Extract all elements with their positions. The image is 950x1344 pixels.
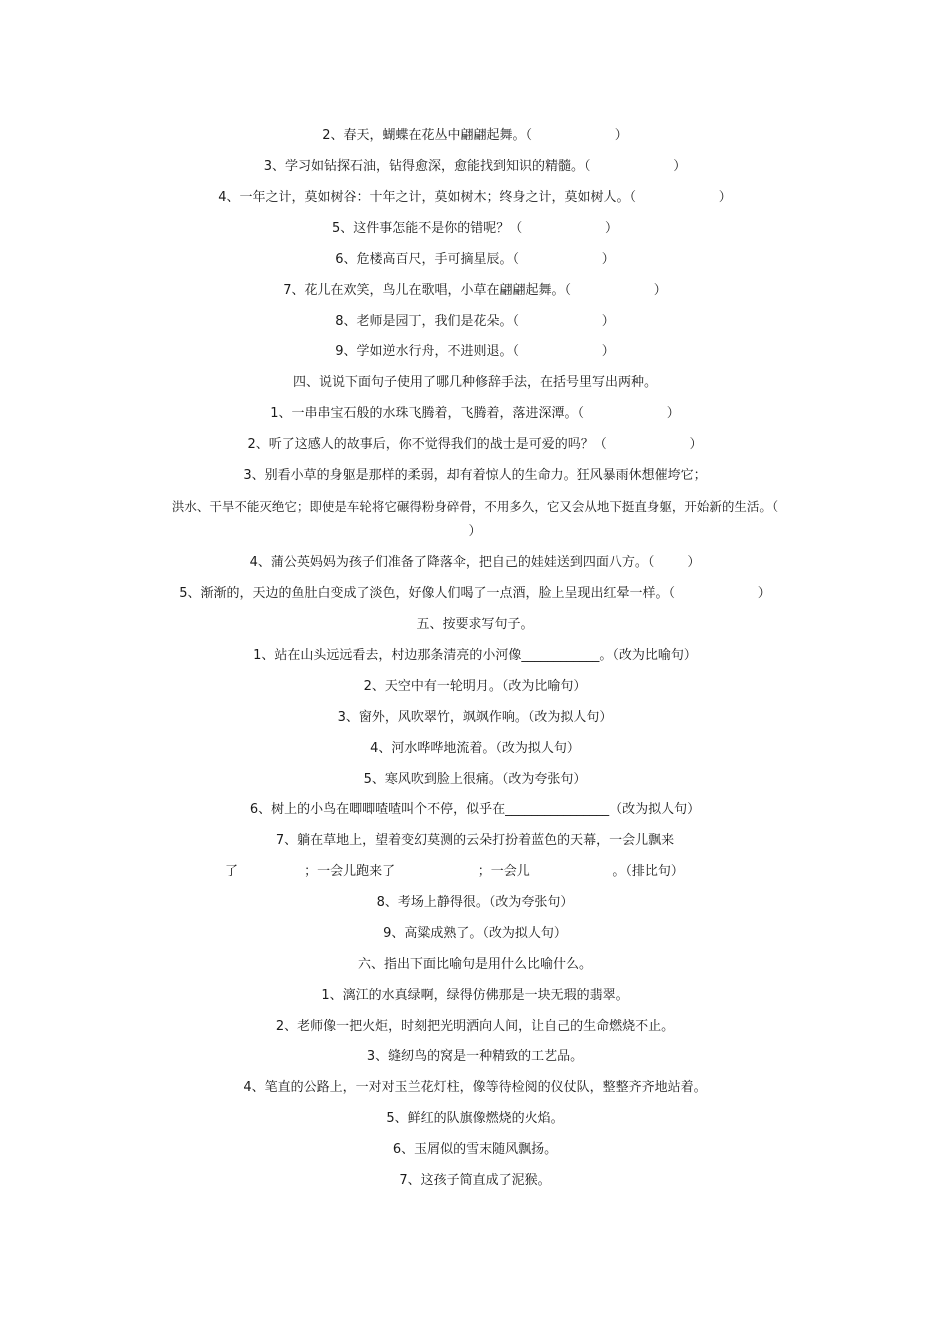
section4-item-3-line2: 洪水、干旱不能灭绝它；即使是车轮将它碾得粉身碎骨，不用多久，它又会从地下挺直身躯，开始新的生活。（	[171, 499, 779, 514]
section3-item-4: 4、一年之计，莫如树谷：十年之计，莫如树木；终身之计，莫如树人。（ ）	[218, 190, 732, 205]
section6-item-4: 4、笔直的公路上，一对对玉兰花灯柱，像等待检阅的仪仗队，整整齐齐地站着。	[243, 1080, 707, 1095]
section4-item-5: 5、渐渐的，天边的鱼肚白变成了淡色，好像人们喝了一点酒，脸上呈现出红晕一样。（ ）	[179, 586, 771, 601]
section3-item-5: 5、这件事怎能不是你的错呢？（ ）	[332, 221, 618, 236]
section6-item-6: 6、玉屑似的雪末随风飘扬。	[392, 1142, 558, 1157]
section5-heading: 五、按要求写句子。	[416, 617, 534, 632]
section6-item-5: 5、鲜红的队旗像燃烧的火焰。	[386, 1111, 564, 1126]
section6-heading: 六、指出下面比喻句是用什么比喻什么。	[357, 957, 592, 972]
section6-item-7: 7、这孩子简直成了泥猴。	[399, 1173, 551, 1188]
section5-item-8: 8、考场上静得很。（改为夸张句）	[376, 895, 574, 910]
section3-item-3: 3、学习如钻探石油，钻得愈深，愈能找到知识的精髓。（ ）	[263, 159, 687, 174]
section3-item-2: 2、春天，蝴蝶在花丛中翩翩起舞。（ ）	[322, 128, 628, 143]
section4-item-3-line3: ）	[468, 524, 482, 539]
section5-item-7-line2: 了 ；一会儿跑来了 ；一会儿 。（排比句）	[225, 864, 684, 879]
section3-item-6: 6、危楼高百尺，手可摘星辰。（ ）	[335, 252, 615, 267]
section5-item-1: 1、站在山头远远看去，村边那条清亮的小河像____________。（改为比喻句）	[253, 648, 697, 663]
section5-item-7-line1: 7、躺在草地上，望着变幻莫测的云朵打扮着蓝色的天幕，一会儿飘来	[275, 833, 675, 848]
section4-item-3-line1: 3、别看小草的身躯是那样的柔弱，却有着惊人的生命力。狂风暴雨休想催垮它；	[243, 468, 707, 483]
section6-item-3: 3、缝纫鸟的窝是一种精致的工艺品。	[366, 1049, 584, 1064]
section6-item-1: 1、漓江的水真绿啊，绿得仿佛那是一块无瑕的翡翠。	[321, 988, 629, 1003]
section3-item-8: 8、老师是园丁，我们是花朵。（ ）	[335, 314, 615, 329]
section4-heading: 四、说说下面句子使用了哪几种修辞手法，在括号里写出两种。	[292, 375, 657, 390]
section5-item-9: 9、高粱成熟了。（改为拟人句）	[383, 926, 567, 941]
section5-item-3: 3、窗外，风吹翠竹，飒飒作响。（改为拟人句）	[337, 710, 613, 725]
section3-item-9: 9、学如逆水行舟，不进则退。（ ）	[335, 344, 615, 359]
section5-item-4: 4、河水哗哗地流着。（改为拟人句）	[370, 741, 580, 756]
section4-item-4: 4、蒲公英妈妈为孩子们准备了降落伞，把自己的娃娃送到四面八方。（ ）	[249, 555, 701, 570]
section5-item-2: 2、天空中有一轮明月。（改为比喻句）	[363, 679, 587, 694]
section3-item-7: 7、花儿在欢笑，鸟儿在歌唱，小草在翩翩起舞。（ ）	[283, 283, 667, 298]
section5-item-6: 6、树上的小鸟在唧唧喳喳叫个不停，似乎在________________（改为拟人句）	[249, 802, 701, 817]
section4-item-2: 2、听了这感人的故事后，你不觉得我们的战士是可爱的吗？（ ）	[247, 437, 703, 452]
section6-item-2: 2、老师像一把火炬，时刻把光明洒向人间，让自己的生命燃烧不止。	[275, 1019, 675, 1034]
section4-item-1: 1、一串串宝石般的水珠飞腾着，飞腾着，落进深潭。（ ）	[270, 406, 680, 421]
section5-item-5: 5、寒风吹到脸上很痛。（改为夸张句）	[363, 772, 587, 787]
